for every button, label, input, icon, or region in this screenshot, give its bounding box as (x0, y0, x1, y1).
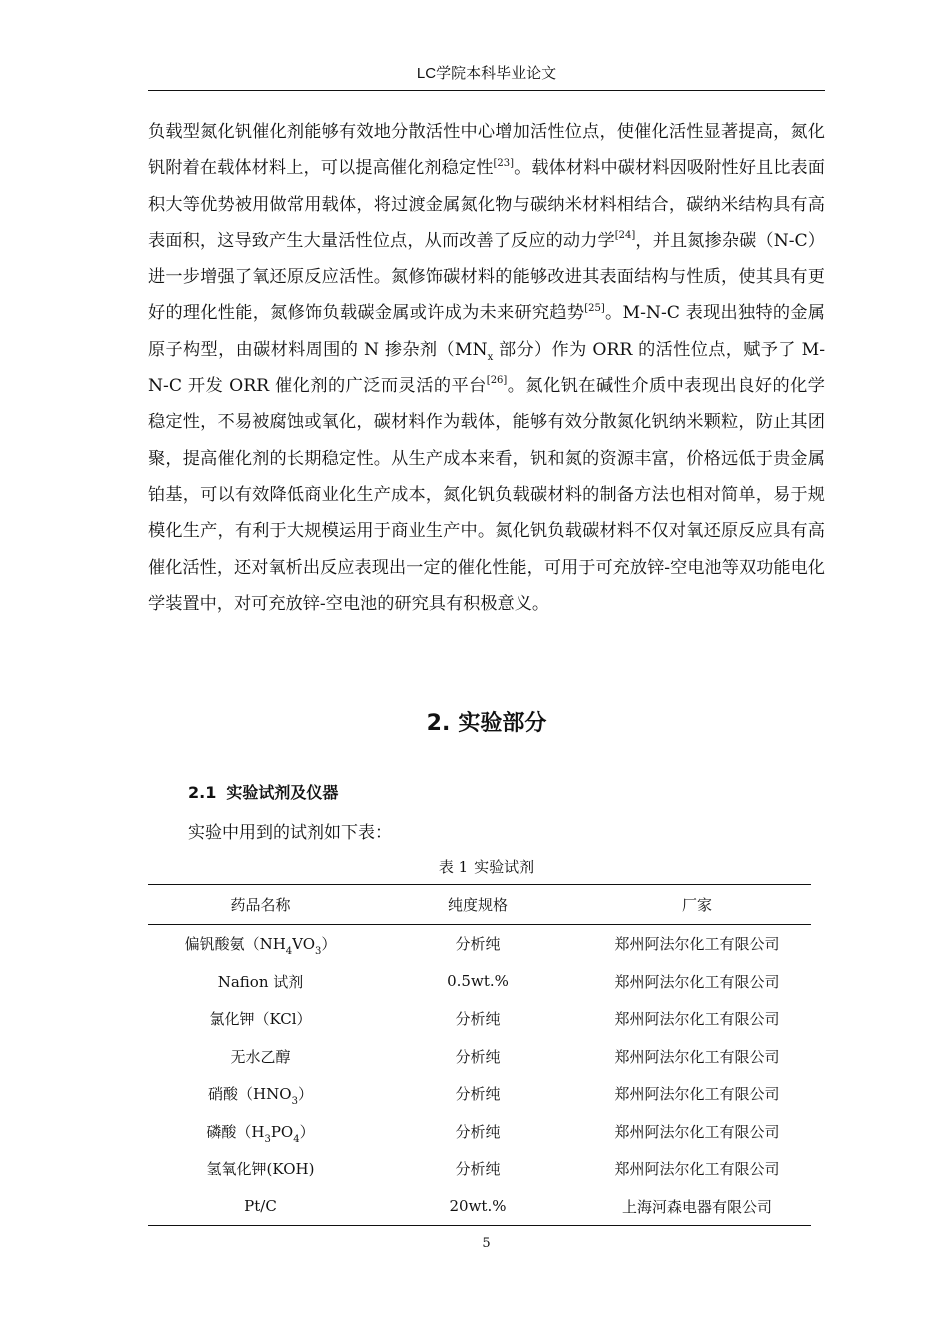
reagent-maker: 郑州阿法尔化工有限公司 (614, 1122, 780, 1141)
text-segment: 。氮化钒在碱性介质中表现出良好的化学稳定性，不易被腐蚀或氧化，碳材料作为载体，能够有效分散氮化钒纳米颗粒，防止其团聚，提高催化剂的长期稳定性。从生产成本来看，钒和氮的资源丰富，价格远低于贵金属铂基，可以有效降低商业化生产成本，氮化钒负载碳材料的制备方法也相对简单，易于规模化生产，有利于大规模运用于商业生产中。氮化钒负载碳材料不仅对氧还原反应具有高催化活性，还对氧析出反应表现出一定的催化性能，可用于可充放锌-空电池等双功能电化学装置中，对可充放锌-空电池的研究具有积极意义。 (148, 376, 825, 614)
section-title: 实验部分 (458, 711, 547, 736)
reagent-maker: 郑州阿法尔化工有限公司 (614, 1047, 780, 1066)
caption-title: 实验试剂 (474, 858, 535, 876)
header-rule (148, 90, 825, 91)
reagent-name: Pt/C (244, 1197, 277, 1216)
reagent-purity: 分析纯 (455, 1085, 501, 1104)
table-header-row (148, 885, 811, 925)
reagent-maker: 郑州阿法尔化工有限公司 (614, 1085, 780, 1104)
reagent-purity: 分析纯 (455, 1122, 501, 1141)
reagent-purity: 分析纯 (455, 1010, 501, 1029)
subscript: x (487, 352, 494, 364)
reagent-maker: 郑州阿法尔化工有限公司 (614, 1010, 780, 1029)
table-row (148, 1150, 811, 1188)
citation: [26] (486, 375, 508, 387)
column-header: 厂家 (681, 896, 712, 914)
table-row (148, 1038, 811, 1076)
reagent-purity: 20wt.% (449, 1197, 507, 1216)
reagent-name: 氢氧化钾(KOH) (206, 1160, 315, 1179)
column-header: 药品名称 (230, 896, 291, 914)
table-caption (148, 856, 825, 877)
text-segment: 负载型氮化钒催化剂能够有效地分散活性中心增加活性位点，使催化活性显著提高，氮化钒附着在载体材料上，可以提高催化剂稳定性 (148, 122, 825, 179)
table-row (148, 1188, 811, 1226)
reagent-purity: 分析纯 (455, 935, 501, 954)
reagent-name: 磷酸$(H_3PO_4)$ (206, 1122, 315, 1145)
reagent-maker: 郑州阿法尔化工有限公司 (614, 972, 780, 991)
section-heading (148, 706, 825, 737)
body-paragraph (148, 114, 825, 622)
subsection-title: 实验试剂及仪器 (226, 783, 339, 802)
table-row (148, 925, 811, 963)
citation: [25] (584, 302, 605, 314)
page-number: 5 (482, 1236, 491, 1251)
table-row (148, 963, 811, 1001)
reagent-name: 硝酸$(HNO_3)$ (208, 1085, 313, 1108)
reagent-name: 无水乙醇 (230, 1047, 291, 1066)
subsection-number: 2.1 (188, 783, 217, 802)
reagent-name: 偏钒酸氨$(NH_4VO_3)$ (184, 935, 337, 958)
table-row (148, 1075, 811, 1113)
subsection-heading (188, 780, 338, 803)
table-row (148, 1000, 811, 1038)
column-header: 纯度规格 (447, 896, 508, 914)
reagent-maker: 郑州阿法尔化工有限公司 (614, 935, 780, 954)
citation: [23] (493, 157, 515, 169)
reagents-table (148, 884, 811, 1226)
section-number: 2. (426, 711, 451, 736)
table-intro: 实验中用到的试剂如下表： (188, 823, 392, 843)
reagent-maker: 郑州阿法尔化工有限公司 (614, 1160, 780, 1179)
citation: [24] (614, 230, 636, 242)
text-segment: ，并且氮掺杂碳（N-C）进一步增强了氧还原反应活性。氮修饰碳材料的能够改进其表面结构与性质，使其具有更好的理化性能，氮修饰负载碳金属或许成为未来研究趋势 (148, 230, 825, 324)
reagent-purity: 分析纯 (455, 1047, 501, 1066)
text-segment: 。M-N-C 表现出独特的金属原子构型，由碳材料周围的 N 掺杂剂（MN (148, 303, 825, 360)
table-row (148, 1113, 811, 1151)
text-segment: 。载体材料中碳材料因吸附性好且比表面积大等优势被用做常用载体，将过渡金属氮化物与碳纳米材料相结合，碳纳米结构具有高表面积，这导致产生大量活性位点，从而改善了反应的动力学 (148, 158, 825, 251)
reagent-maker: 上海河森电器有限公司 (621, 1197, 772, 1216)
caption-number: 表 1 (438, 858, 469, 876)
reagent-name: Nafion 试剂 (217, 972, 304, 991)
reagent-purity: 0.5wt.% (447, 972, 509, 991)
page-header: LC学院本科毕业论文 (416, 65, 557, 82)
paragraph-text (148, 114, 825, 622)
text-segment: 部分）作为 ORR 的活性位点，赋予了 M-N-C 开发 ORR 催化剂的广泛而灵活的平台 (148, 339, 826, 397)
reagent-purity: 分析纯 (455, 1160, 501, 1179)
reagent-name: 氯化钾（KCl） (209, 1010, 312, 1029)
